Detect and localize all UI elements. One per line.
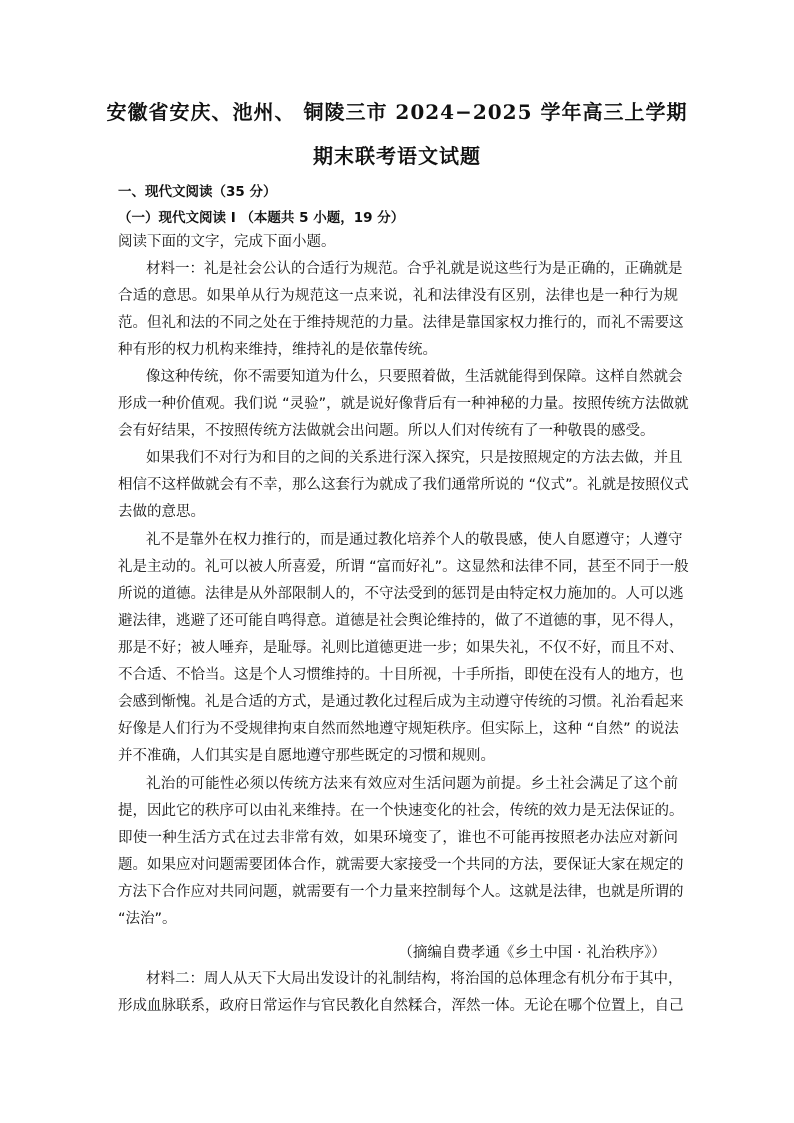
body-line: 形成血脉联系，政府日常运作与官民教化自然糅合，浑然一体。无论在哪个位置上，自己 <box>118 998 684 1014</box>
body-line: 好像是人们行为不受规律拘束自然而然地遵守规矩秩序。但实际上，这种 “自然” 的说法 <box>118 721 679 737</box>
body-line: 那是不好；被人唾弃，是耻辱。礼则比道德更进一步；如果失礼，不仅不好，而且不对、 <box>118 640 684 656</box>
body-line: 去做的意思。 <box>118 504 205 520</box>
body-line: 会感到惭愧。礼是合适的方式，是通过教化过程后成为主动遵守传统的习惯。礼治看起来 <box>118 694 684 710</box>
source-citation: （摘编自费孝通《乡土中国 · 礼治秩序》） <box>398 945 666 961</box>
body-line: 提，因此它的秩序可以由礼来维持。在一个快速变化的社会，传统的效力是无法保证的。 <box>118 803 684 819</box>
body-line: 相信不这样做就会有不幸，那么这套行为就成了我们通常所说的 “仪式”。礼就是按照仪式 <box>118 477 689 493</box>
body-line: 避法律，逃避了还可能自鸣得意。道德是社会舆论维持的，做了不道德的事，见不得人， <box>118 613 684 629</box>
body-line: 材料一：礼是社会公认的合适行为规范。合乎礼就是说这些行为是正确的，正确就是 <box>146 261 683 277</box>
body-line: 方法下合作应对共同问题，就需要有一个力量来控制每个人。这就是法律，也就是所谓的 <box>118 884 684 900</box>
body-line: 形成一种价值观。我们说 “灵验”，就是说好像背后有一种神秘的力量。按照传统方法做就 <box>118 396 689 412</box>
body-line: 并不准确，人们其实是自愿地遵守那些既定的习惯和规则。 <box>118 748 495 764</box>
instruction-text: 阅读下面的文字，完成下面小题。 <box>118 234 336 250</box>
body-line: 题。如果应对问题需要团体合作，就需要大家接受一个共同的方法，要保证大家在规定的 <box>118 857 684 873</box>
body-line: 种有形的权力机构来维持，维持礼的是依靠传统。 <box>118 342 437 358</box>
subsection-heading: （一）现代文阅读 I （本题共 5 小题，19 分） <box>118 210 405 226</box>
body-line: 材料二：周人从天下大局出发设计的礼制结构，将治国的总体理念有机分布于其中， <box>146 971 683 987</box>
body-line: 所说的道德。法律是从外部限制人的，不守法受到的惩罚是由特定权力施加的。人可以逃 <box>118 586 684 602</box>
document-title-line-1: 安徽省安庆、池州、 铜陵三市 2024−2025 学年高三上学期 <box>106 100 688 124</box>
body-line: 如果我们不对行为和目的之间的关系进行深入探究，只是按照规定的方法去做，并且 <box>146 450 683 466</box>
body-line: 范。但礼和法的不同之处在于维持规范的力量。法律是靠国家权力推行的，而礼不需要这 <box>118 315 684 331</box>
body-line: 礼是主动的。礼可以被人所喜爱，所谓 “富而好礼”。这显然和法律不同，甚至不同于一般 <box>118 559 689 575</box>
body-line: “法治”。 <box>118 911 177 927</box>
body-line: 不合适、不恰当。这是个人习惯维持的。十目所视，十手所指，即使在没有人的地方，也 <box>118 667 684 683</box>
body-line: 礼不是靠外在权力推行的，而是通过教化培养个人的敬畏感，使人自愿遵守；人遵守 <box>146 532 683 548</box>
body-line: 会有好结果，不按照传统方法做就会出问题。所以人们对传统有了一种敬畏的感受。 <box>118 423 655 439</box>
section-heading: 一、现代文阅读（35 分） <box>118 184 277 200</box>
body-line: 礼治的可能性必须以传统方法来有效应对生活问题为前提。乡土社会满足了这个前 <box>146 776 678 792</box>
document-title-line-2: 期末联考语文试题 <box>313 144 481 168</box>
body-line: 即使一种生活方式在过去非常有效，如果环境变了，谁也不可能再按照老办法应对新问 <box>118 830 678 846</box>
body-line: 合适的意思。如果单从行为规范这一点来说，礼和法律没有区别，法律也是一种行为规 <box>118 288 678 304</box>
body-line: 像这种传统，你不需要知道为什么，只要照着做，生活就能得到保障。这样自然就会 <box>146 369 683 385</box>
